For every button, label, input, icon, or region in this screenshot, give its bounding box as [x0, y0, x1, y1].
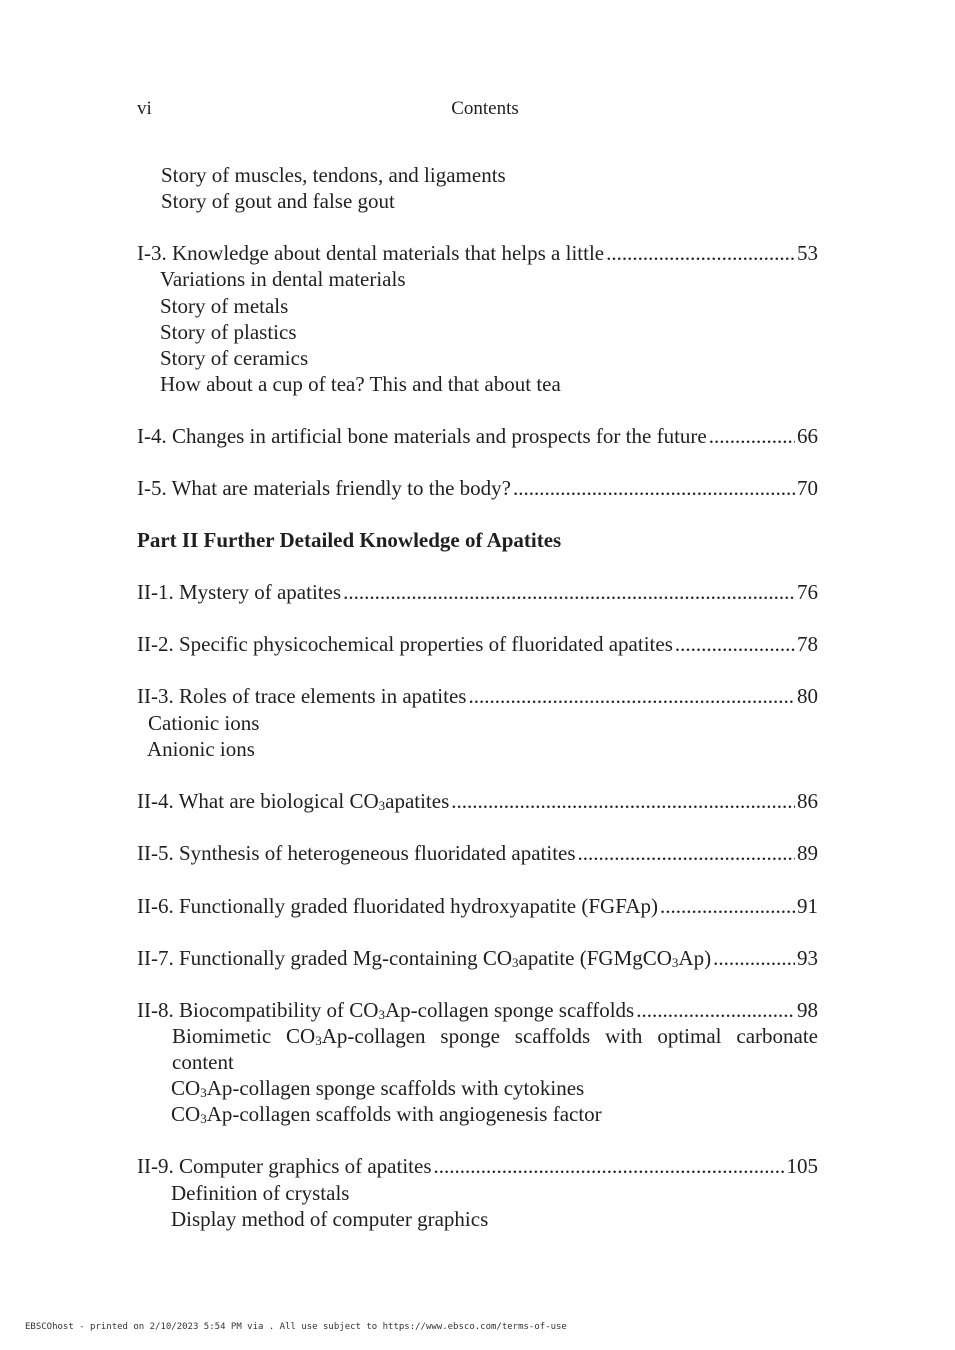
toc-entry-page: 78 — [797, 632, 818, 656]
page-number: vi — [137, 98, 152, 119]
toc-entry-title: II-3. Roles of trace elements in apatites — [137, 684, 467, 708]
toc-entry-page: 98 — [797, 998, 818, 1022]
toc-subentry: Story of metals — [160, 294, 289, 318]
dot-leader — [578, 840, 795, 866]
toc-subentry: Variations in dental materials — [160, 267, 406, 291]
toc-entry-title: II-2. Specific physicochemical properties of fluoridated apatites — [137, 632, 673, 656]
toc-entry-title: I-3. Knowledge about dental materials that helps a little — [137, 241, 605, 265]
toc-entry-page: 53 — [797, 241, 818, 265]
toc-subentry: $CO_3Ap$-collagen scaffolds with angiogenesis factor — [171, 1102, 602, 1126]
toc-subentry: Story of plastics — [160, 320, 297, 344]
toc-subentry: Story of muscles, tendons, and ligaments — [161, 163, 506, 187]
dot-leader — [636, 997, 795, 1023]
part-heading: Part II Further Detailed Knowledge of Apatites — [137, 528, 562, 552]
toc-subentry-continued: content — [172, 1050, 234, 1074]
toc-entry-page: 89 — [797, 841, 818, 865]
toc-entry-title: II-1. Mystery of apatites — [137, 580, 342, 604]
toc-entry-ii6 — [137, 893, 818, 919]
toc-subentry: Anionic ions — [147, 737, 255, 761]
dot-leader — [709, 423, 795, 449]
toc-entry-page: 70 — [797, 476, 818, 500]
toc-entry-i4 — [137, 423, 818, 449]
toc-entry-title: II-7. Functionally graded Mg-containing $CO_3apatite$ (FGMgCO$_3$Ap) — [137, 946, 712, 970]
toc-entry-i3 — [137, 240, 818, 266]
toc-entry-page: 93 — [797, 946, 818, 970]
toc-entry-page: 105 — [786, 1154, 818, 1178]
dot-leader — [675, 631, 795, 657]
dot-leader — [434, 1153, 785, 1179]
toc-subentry: Story of gout and false gout — [161, 189, 395, 213]
toc-entry-ii1 — [137, 579, 818, 605]
footer-notice: EBSCOhost - printed on 2/10/2023 5:54 PM via . All use subject to https://www.ebsco.com/terms-of-use — [25, 1322, 567, 1332]
toc-entry-title: II-6. Functionally graded fluoridated hydroxyapatite (FGFAp) — [137, 894, 658, 918]
toc-subentry: Story of ceramics — [160, 346, 309, 370]
dot-leader — [660, 893, 795, 919]
toc-entry-ii7 — [137, 945, 818, 971]
running-head: Contents — [451, 98, 519, 119]
toc-entry-title: II-5. Synthesis of heterogeneous fluoridated apatites — [137, 841, 576, 865]
toc-entry-title: I-5. What are materials friendly to the body? — [137, 476, 511, 500]
toc-subentry: Display method of computer graphics — [171, 1207, 489, 1231]
toc-subentry: Definition of crystals — [171, 1181, 350, 1205]
toc-entry-title: II-4. What are biological $CO_3apatites$ — [137, 789, 450, 813]
dot-leader — [606, 240, 795, 266]
dot-leader — [713, 945, 795, 971]
toc-entry-title: II-8. Biocompatibility of $CO_3Ap$-collagen sponge scaffolds — [137, 998, 635, 1022]
toc-entry-page: 80 — [797, 684, 818, 708]
dot-leader — [513, 475, 795, 501]
toc-subentry: Cationic ions — [148, 711, 260, 735]
toc-subentry: How about a cup of tea? This and that about tea — [160, 372, 561, 396]
toc-subentry: $CO_3Ap$-collagen sponge scaffolds with cytokines — [171, 1076, 585, 1100]
toc-entry-ii5 — [137, 840, 818, 866]
toc-entry-ii8 — [137, 997, 818, 1023]
toc-entry-title: II-9. Computer graphics of apatites — [137, 1154, 432, 1178]
dot-leader — [343, 579, 795, 605]
toc-entry-i5 — [137, 475, 818, 501]
toc-entry-title: I-4. Changes in artificial bone materials and prospects for the future — [137, 424, 707, 448]
toc-entry-ii3 — [137, 683, 818, 709]
toc-entry-ii9 — [137, 1153, 818, 1179]
toc-entry-page: 86 — [797, 789, 818, 813]
dot-leader — [451, 788, 795, 814]
toc-entry-ii4 — [137, 788, 818, 814]
toc-entry-page: 66 — [797, 424, 818, 448]
toc-subentry: Biomimetic $CO_3Ap$-collagen sponge scaffolds with optimal carbonate — [172, 1024, 818, 1048]
toc-entry-ii2 — [137, 631, 818, 657]
dot-leader — [468, 683, 795, 709]
toc-entry-page: 91 — [797, 894, 818, 918]
toc-entry-page: 76 — [797, 580, 818, 604]
